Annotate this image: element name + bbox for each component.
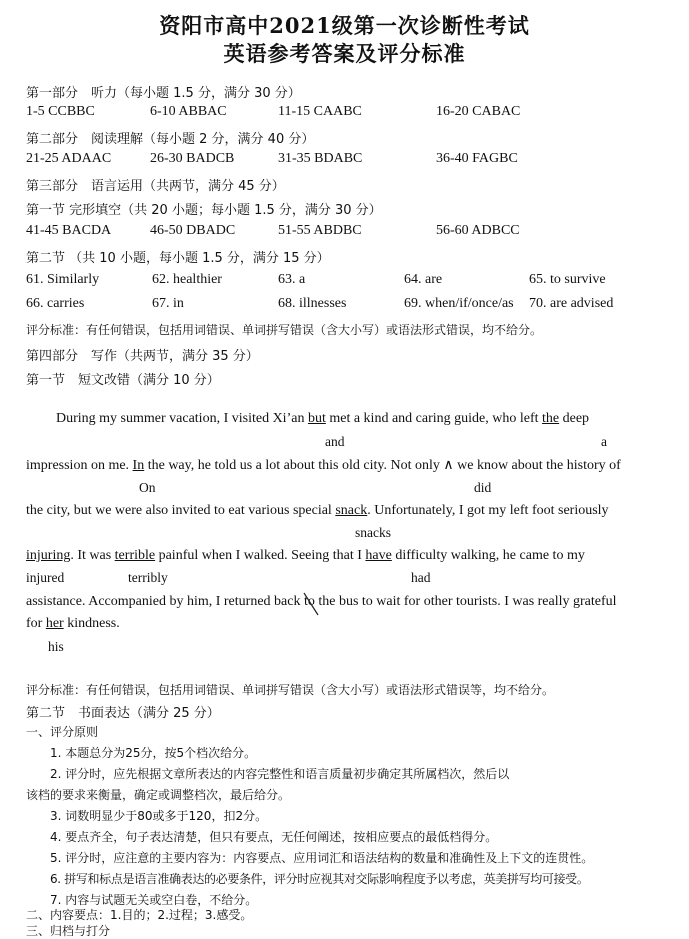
part3-section2-heading: 第二节 （共 10 小题，每小题 1.5 分，满分 15 分） <box>26 251 330 266</box>
part3-heading: 第三部分 语言运用（共两节，满分 45 分） <box>26 179 285 194</box>
answer-item: 61. Similarly <box>26 272 100 287</box>
answer-group: 1-5 CCBBC <box>26 104 95 119</box>
answer-item: 69. when/if/once/as <box>404 296 514 311</box>
correction: a <box>601 434 607 449</box>
part2-answers-row <box>26 151 663 169</box>
correction: injured <box>26 570 65 585</box>
principle-item: 该档的要求来衡量，确定或调整档次，最后给分。 <box>26 788 291 802</box>
passage-line-3: the city, but we were also invited to eat various special snack. Unfortunately, I got my left foot seriously <box>26 503 609 518</box>
answer-item: 67. in <box>152 296 184 311</box>
principle-item: 5. 评分时，应注意的主要内容为：内容要点、应用词汇和语法结构的数量和准确性及上下文的连贯性。 <box>50 851 594 865</box>
answer-item: 63. a <box>278 272 306 287</box>
correction: and <box>325 434 345 449</box>
answer-item: 65. to survive <box>529 272 606 287</box>
marked-word: In <box>132 458 145 473</box>
part4-heading: 第四部分 写作（共两节，满分 35 分） <box>26 349 259 364</box>
answer-group: 16-20 CABAC <box>436 104 521 119</box>
answer-item: 64. are <box>404 272 443 287</box>
answer-group: 41-45 BACDA <box>26 223 112 238</box>
part2-heading: 第二部分 阅读理解（每小题 2 分，满分 40 分） <box>26 132 315 147</box>
answer-group: 11-15 CAABC <box>278 104 362 119</box>
principle-item: 1. 本题总分为25分，按5个档次给分。 <box>50 746 257 760</box>
correction: did <box>474 480 492 495</box>
part3-section1-heading: 第一节 完形填空（共 20 小题；每小题 1.5 分，满分 30 分） <box>26 203 382 218</box>
passage-line-6: for her kindness. <box>26 616 120 631</box>
principle-item: 3. 词数明显少于80或多于120，扣2分。 <box>50 809 268 823</box>
principle-item: 6. 拼写和标点是语言准确表达的必要条件，评分时应视其对交际影响程度予以考虑，英美拼写均可接受。 <box>50 872 589 886</box>
correction: On <box>139 480 156 495</box>
part1-heading: 第一部分 听力（每小题 1.5 分，满分 30 分） <box>26 86 301 101</box>
deletion-mark-icon <box>302 591 320 617</box>
part3-section2-row1 <box>26 272 663 290</box>
grading-heading: 三、归档与打分 <box>26 924 111 938</box>
marked-word: terrible <box>114 548 156 563</box>
principle-item: 7. 内容与试题无关或空白卷，不给分。 <box>50 893 258 907</box>
part4-criteria: 评分标准：有任何错误，包括用词错误、单词拼写错误（含大小写）或语法形式错误等，均不给分。 <box>26 683 555 697</box>
answer-group: 56-60 ADBCC <box>436 223 520 238</box>
correction: had <box>411 570 431 585</box>
correction: his <box>48 639 64 654</box>
passage-line-2: impression on me. In the way, he told us a lot about this old city. Not only ∧ we know about the history of <box>26 458 621 473</box>
correction: terribly <box>128 570 168 585</box>
marked-word: the <box>542 411 560 426</box>
correction: snacks <box>355 525 391 540</box>
answer-item: 70. are advised <box>529 296 614 311</box>
part3-section1-answers-row <box>26 223 663 241</box>
answer-item: 62. healthier <box>152 272 222 287</box>
principle-item: 2. 评分时，应先根据文章所表达的内容完整性和语言质量初步确定其所属档次，然后以 <box>50 767 510 781</box>
passage-line-5: assistance. Accompanied by him, I returned back to the bus to wait for other tourists. I was really grateful <box>26 594 617 609</box>
passage-line-1: During my summer vacation, I visited Xi’an but met a kind and caring guide, who left the deep <box>56 411 590 426</box>
answer-group: 36-40 FAGBC <box>436 151 518 166</box>
answer-item: 68. illnesses <box>278 296 347 311</box>
part1-answers-row <box>26 104 663 122</box>
part4-section1-heading: 第一节 短文改错（满分 10 分） <box>26 373 220 388</box>
marked-word: but <box>307 411 326 426</box>
document-subtitle: 英语参考答案及评分标准 <box>223 41 466 66</box>
answer-group: 21-25 ADAAC <box>26 151 112 166</box>
answer-group: 26-30 BADCB <box>150 151 235 166</box>
document-title: 资阳市高中2021级第一次诊断性考试 <box>159 13 530 38</box>
answer-group: 31-35 BDABC <box>278 151 363 166</box>
answer-item: 66. carries <box>26 296 85 311</box>
answer-group: 46-50 DBADC <box>150 223 236 238</box>
marked-word: her <box>45 616 64 631</box>
passage-line-4: injuring. It was terrible painful when I walked. Seeing that I have difficulty walking, he came to my <box>26 548 585 563</box>
part4-section2-heading: 第二节 书面表达（满分 25 分） <box>26 706 220 721</box>
principles-heading: 一、评分原则 <box>26 725 99 739</box>
marked-word: snack <box>335 503 368 518</box>
principle-item: 4. 要点齐全，句子表达清楚，但只有要点，无任何阐述，按相应要点的最低档得分。 <box>50 830 498 844</box>
marked-word: have <box>365 548 392 563</box>
marked-word: injuring <box>26 548 71 563</box>
part3-criteria: 评分标准：有任何错误，包括用词错误、单词拼写错误（含大小写）或语法形式错误，均不给分。 <box>26 323 543 337</box>
answer-group: 51-55 ABDBC <box>278 223 362 238</box>
content-points: 二、内容要点：1.目的；2.过程；3.感受。 <box>26 908 253 922</box>
part3-section2-row2 <box>26 296 663 314</box>
answer-group: 6-10 ABBAC <box>150 104 227 119</box>
